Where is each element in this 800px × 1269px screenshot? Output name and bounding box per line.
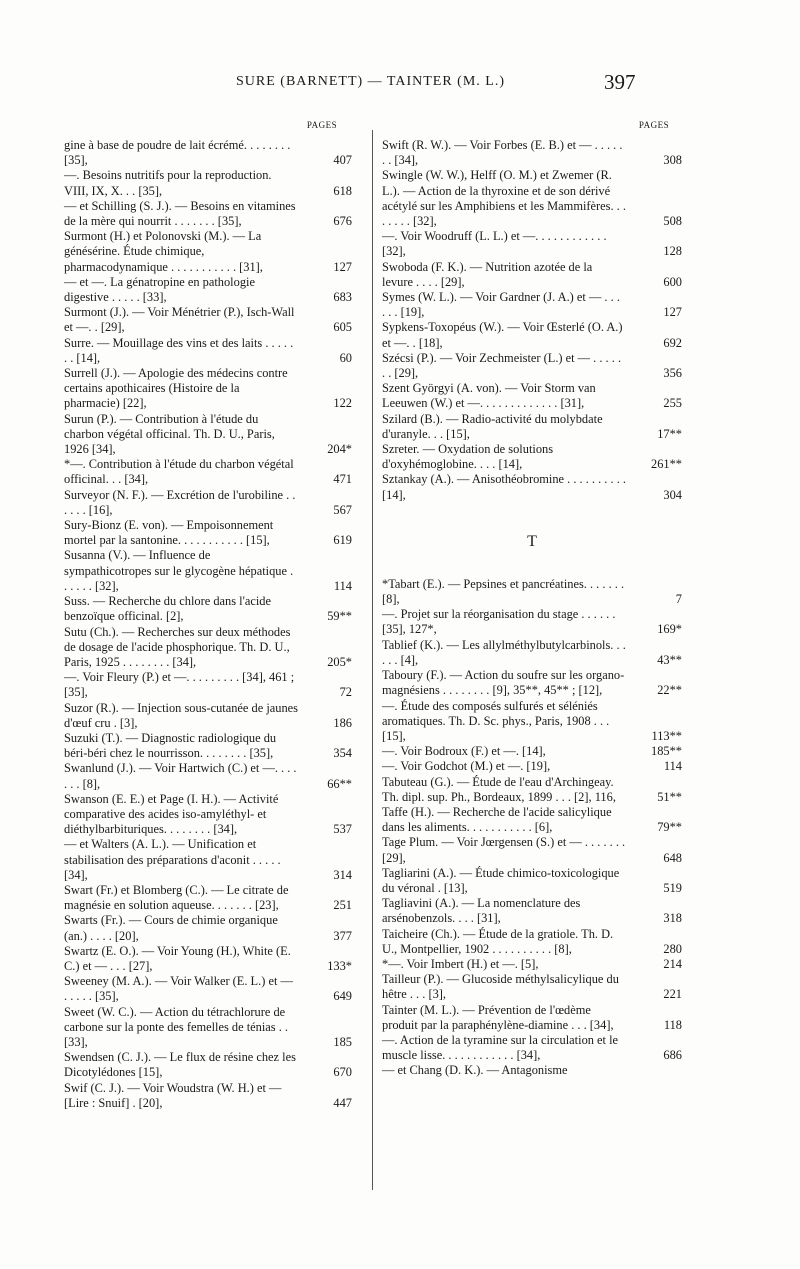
entry-page-number: 255 [663,396,682,411]
index-entry [64,275,364,305]
entry-text: Tablief (K.). — Les allylméthylbutylcarbinols. . . . . . [4], [382,637,626,667]
entry-text: Taicheire (Ch.). — Étude de la gratiole. Th. D. U., Montpellier, 1902 . . . . . . . . . . [8], [382,926,614,956]
entry-page-number: 17** [657,426,682,441]
entry-page-number: 221 [663,987,682,1002]
running-head [0,70,800,96]
entry-text: Surmont (H.) et Polonovski (M.). — La génésérine. Étude chimique, pharmacodynamique . . . . . . . . . . . [31], [64,229,263,274]
index-entry [64,594,364,624]
index-entry [64,1081,364,1111]
index-entry [64,913,364,943]
index-entry [382,607,682,637]
entry-text: Surre. — Mouillage des vins et des laits . . . . . . . [14], [64,335,294,365]
index-entry [64,412,364,458]
entry-text: gine à base de poudre de lait écrémé. . . . . . . . [35], [64,138,291,168]
entry-text: Szilard (B.). — Radio-activité du molybdate d'uranyle. . . [15], [382,411,603,441]
entry-page-number: 537 [333,822,352,837]
index-entry [382,866,682,896]
index-entry [382,957,682,972]
index-entry [64,518,364,548]
entry-page-number: 354 [333,746,352,761]
entry-page-number: 407 [333,153,352,168]
entry-text: — et Schilling (S. J.). — Besoins en vitamines de la mère qui nourrit . . . . . . . [35], [64,198,296,229]
entry-page-number: 356 [663,366,682,381]
entry-text: Suzuki (T.). — Diagnostic radiologique du béri-béri chez le nourrisson. . . . . . . . [35], [64,730,277,761]
entry-text: Sztankay (A.). — Anisothéobromine . . . . . . . . . . [14], [382,472,626,502]
entry-page-number: 567 [333,502,352,517]
entry-page-number: 113** [651,728,682,743]
entry-text: Sutu (Ch.). — Recherches sur deux méthodes de dosage de l'acide phosphorique. Th. D. U., Paris, 1925 . . . . . . . . [34], [64,624,291,669]
index-entry [382,744,682,759]
index-entry [382,1003,682,1033]
entry-page-number: 314 [333,867,352,882]
index-entry [382,577,682,607]
entry-text: —. Projet sur la réorganisation du stage . . . . . . [35], 127*, [382,607,616,637]
entry-text: —. Voir Fleury (P.) et —. . . . . . . . . [34], 461 ; [35], [64,670,295,700]
entry-text: Swif (C. J.). — Voir Woudstra (W. H.) et — [Lire : Snuif] . [20], [64,1080,282,1110]
index-entry [382,668,682,698]
entry-page-number: 600 [663,274,682,289]
entry-text: *—. Voir Imbert (H.) et —. [5], [382,956,539,971]
entry-page-number: 185** [651,744,682,759]
entry-page-number: 114 [663,759,682,774]
section-letter: T [527,532,537,550]
index-entry [64,366,364,412]
entry-page-number: 619 [333,533,352,548]
entry-text: —. Voir Bodroux (F.) et —. [14], [382,744,546,759]
entry-text: Swoboda (F. K.). — Nutrition azotée de la levure . . . . [29], [382,259,593,289]
index-entry [382,229,682,259]
entry-page-number: 261** [651,457,682,472]
entry-text: —. Voir Godchot (M.) et —. [19], [382,759,551,774]
entry-text: Swift (R. W.). — Voir Forbes (E. B.) et — . . . . . . . [34], [382,138,623,168]
right-entries [382,138,682,1079]
entry-page-number: 648 [663,850,682,865]
index-entry [64,1005,364,1051]
index-entry [64,792,364,838]
entry-text: Sury-Bionz (E. von). — Empoisonnement mortel par la santonine. . . . . . . . . . . [15], [64,518,274,548]
entry-page-number: 447 [333,1095,352,1110]
index-entry [382,1063,682,1078]
entry-text: Swanson (E. E.) et Page (I. H.). — Activité comparative des acides iso-amyléthyl- et diéthylbarbituriques. . . . . . . . [34], [64,791,279,837]
index-entry [382,805,682,835]
left-entries [64,138,364,1111]
entry-text: Sweeney (M. A.). — Voir Walker (E. L.) et — . . . . . [35], [64,974,293,1004]
entry-text: Szécsi (P.). — Voir Zechmeister (L.) et — . . . . . . . [29], [382,350,622,381]
index-entry [382,835,682,865]
entry-page-number: 43** [657,652,682,667]
entry-page-number: 114 [333,578,352,593]
index-entry [382,638,682,668]
entry-text: Swendsen (C. J.). — Le flux de résine chez les Dicotylédones [15], [64,1050,296,1080]
entry-text: Tagliavini (A.). — La nomenclature des arsénobenzols. . . . [31], [382,896,581,926]
entry-page-number: 377 [333,928,352,943]
entry-page-number: 79** [657,820,682,835]
index-entry [382,381,682,411]
entry-page-number: 127 [663,305,682,320]
index-entry [382,168,682,229]
entry-text: —. Voir Woodruff (L. L.) et —. . . . . . . . . . . . [32], [382,229,607,259]
entry-text: Tage Plum. — Voir Jœrgensen (S.) et — . . . . . . . [29], [382,835,626,865]
entry-page-number: 618 [333,183,352,198]
entry-page-number: 127 [333,259,352,274]
entry-page-number: 169* [657,622,682,637]
entry-text: Sweet (W. C.). — Action du tétrachlorure de carbone sur la ponte des femelles de ténias . . [33], [64,1004,288,1049]
entry-text: Swarts (Fr.). — Cours de chimie organique (an.) . . . . [20], [64,913,278,943]
index-entry [382,138,682,168]
entry-page-number: 133* [327,958,352,973]
entry-text: Surmont (J.). — Voir Ménétrier (P.), Isch-Wall et —. . [29], [64,305,295,335]
entry-text: Szreter. — Oxydation de solutions d'oxyhémoglobine. . . . [14], [382,442,554,472]
index-entry [64,944,364,974]
entry-text: Susanna (V.). — Influence de sympathicotropes sur le glycogène hépatique . . . . . . [32], [64,548,294,593]
index-entry [382,442,682,472]
entry-text: Swingle (W. W.), Helff (O. M.) et Zwemer (R. L.). — Action de la thyroxine et de son dérivé acétylé sur les Amphibiens et les Mammifères. . . . . . . . [32], [382,168,626,229]
column-divider [372,130,373,1190]
index-entry [382,290,682,320]
entry-text: Suzor (R.). — Injection sous-cutanée de jaunes d'œuf cru . [3], [64,700,298,730]
right-entries-t [382,577,682,1079]
entry-page-number: 471 [333,472,352,487]
index-entry [382,320,682,350]
entry-text: — et Chang (D. K.). — Antagonisme [382,1063,568,1078]
entry-page-number: 186 [333,715,352,730]
entry-page-number: 692 [663,335,682,350]
entry-page-number: 185 [333,1034,352,1049]
entry-page-number: 60 [339,350,352,365]
page-number: 397 [604,70,636,94]
index-entry [382,927,682,957]
entry-page-number: 670 [333,1065,352,1080]
entry-text: Surrell (J.). — Apologie des médecins contre certains apothicaires (Histoire de la pharmacie) [22], [64,366,288,411]
index-entry [64,138,364,168]
entry-text: —. Étude des composés sulfurés et séléniés aromatiques. Th. D. Sc. phys., Paris, 1908 . . . [15], [382,698,610,743]
index-entry [382,972,682,1002]
index-entry [64,625,364,671]
index-entry [64,974,364,1004]
entry-text: Surveyor (N. F.). — Excrétion de l'urobiline . . . . . . [16], [64,487,296,517]
entry-page-number: 318 [663,911,682,926]
entry-page-number: 686 [663,1048,682,1063]
pages-column-header: PAGES [306,120,338,130]
entry-page-number: 22** [657,683,682,698]
right-entries-s [382,138,682,503]
entry-page-number: 118 [663,1017,682,1032]
entry-page-number: 508 [663,214,682,229]
entry-page-number: 72 [339,685,352,700]
entry-text: Symes (W. L.). — Voir Gardner (J. A.) et — . . . . . . [19], [382,290,620,320]
index-entry [382,896,682,926]
entry-text: Tainter (M. L.). — Prévention de l'œdème produit par la paraphénylène-diamine . . . [34], [382,1002,614,1032]
index-entry [64,488,364,518]
index-entry [64,701,364,731]
index-entry [64,548,364,594]
entry-page-number: 205* [327,654,352,669]
index-entry [382,472,682,502]
entry-text: —. Action de la tyramine sur la circulation et le muscle lisse. . . . . . . . . . . . [34], [382,1032,619,1063]
entry-page-number: 214 [663,956,682,971]
index-entry [382,351,682,381]
entry-text: — et —. La génatropine en pathologie digestive . . . . . [33], [64,274,255,305]
entry-text: Tabuteau (G.). — Étude de l'eau d'Archingeay. Th. dipl. sup. Ph., Bordeaux, 1899 . . . [2], 116, [382,774,616,804]
entry-page-number: 308 [663,153,682,168]
entry-page-number: 676 [333,214,352,229]
running-title: SURE (BARNETT) — TAINTER (M. L.) [236,74,505,89]
index-entry [64,168,364,198]
index-entry [64,670,364,700]
entry-text: Tagliarini (A.). — Étude chimico-toxicologique du véronal . [13], [382,865,620,895]
index-entry [64,229,364,275]
entry-text: Swart (Fr.) et Blomberg (C.). — Le citrate de magnésie en solution aqueuse. . . . . . . [23], [64,882,289,913]
index-entry [64,336,364,366]
entry-page-number: 519 [663,880,682,895]
entry-page-number: 51** [657,789,682,804]
index-entry [382,412,682,442]
entry-page-number: 280 [663,941,682,956]
index-entry [64,457,364,487]
entry-page-number: 683 [333,290,352,305]
index-entry [64,305,364,335]
entry-text: Suss. — Recherche du chlore dans l'acide benzoïque officinal. [2], [64,594,271,624]
entry-page-number: 128 [663,244,682,259]
entry-page-number: 304 [663,487,682,502]
entry-page-number: 66** [327,776,352,791]
entry-page-number: 251 [333,898,352,913]
index-entry [64,837,364,883]
entry-page-number: 122 [333,396,352,411]
entry-text: Tailleur (P.). — Glucoside méthylsalicylique du hêtre . . . [3], [382,972,619,1002]
entry-text: Sypkens-Toxopéus (W.). — Voir Œsterlé (O. A.) et —. . [18], [382,320,623,350]
index-entry [382,1033,682,1063]
entry-text: Taboury (F.). — Action du soufre sur les organo-magnésiens . . . . . . . . [9], 35**, 45** ; [12], [382,668,625,698]
entry-page-number: 649 [333,989,352,1004]
entry-page-number: 7 [675,592,682,607]
entry-text: — et Walters (A. L.). — Unification et stabilisation des préparations d'aconit . . . . . [34], [64,837,281,882]
entry-text: Swanlund (J.). — Voir Hartwich (C.) et —. . . . . . . [8], [64,761,297,791]
index-entry [64,731,364,761]
entry-text: *Tabart (E.). — Pepsines et pancréatines. . . . . . . [8], [382,576,625,607]
entry-text: *—. Contribution à l'étude du charbon végétal officinal. . . [34], [64,457,294,487]
entry-text: Swartz (E. O.). — Voir Young (H.), White (E. C.) et — . . . [27], [64,943,291,973]
pages-column-header: PAGES [638,120,670,130]
entry-text: Szent Györgyi (A. von). — Voir Storm van Leeuwen (W.) et —. . . . . . . . . . . . . [31], [382,381,596,411]
index-entry [64,883,364,913]
entry-page-number: 605 [333,320,352,335]
index-entry [64,761,364,791]
index-entry [382,699,682,745]
index-entry [64,199,364,229]
entry-text: Taffe (H.). — Recherche de l'acide salicylique dans les aliments. . . . . . . . . . . [6], [382,804,612,835]
entry-page-number: 59** [327,609,352,624]
index-entry [382,260,682,290]
index-entry [64,1050,364,1080]
index-entry [382,775,682,805]
entry-text: Surun (P.). — Contribution à l'étude du charbon végétal officinal. Th. D. U., Paris, 1926 [34], [64,411,275,457]
entry-text: —. Besoins nutritifs pour la reproduction. VIII, IX, X. . . [35], [64,168,272,198]
index-entry [382,759,682,774]
entry-page-number: 204* [327,442,352,457]
